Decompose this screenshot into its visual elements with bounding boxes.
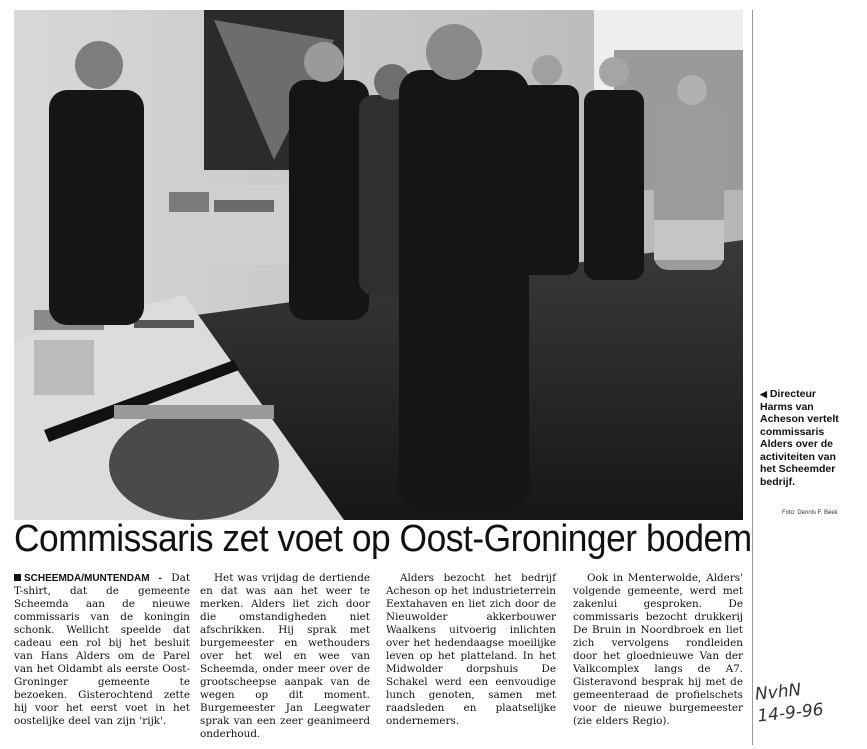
photo-caption: [760, 388, 840, 488]
photo-illustration: [14, 10, 743, 520]
article-column-1: [14, 572, 190, 728]
article-text-4: Ook in Menterwolde, Alders' volgende gemeente, werd met zakenlui gesproken. De commissaris bezocht drukkerij De Bruin in Noordbroek en liet zich vervolgens rondleiden door het gloednieuwe Van der Valkcomplex langs de A7. Gisteravond besprak hij met de gemeenteraad de profielschets voor de nieuwe burgemeester (zie elders Regio).: [573, 572, 743, 727]
handwritten-note: [754, 672, 867, 727]
handwritten-date: 14-9-96: [756, 699, 825, 727]
article-column-4: [573, 572, 743, 728]
photo-credit: Foto: Dennis F. Beek: [782, 510, 838, 516]
caption-arrow-icon: ◀: [760, 389, 767, 399]
article-text-1: Dat T-shirt, dat de gemeente Scheemda aan de nieuwe commissaris van de koningin schonk. Wellicht speelde dat cadeau een rol bij het besluit van Hans Alders om de Parel van het Oldambt als eerste Oost-Groninger gemeente te bezoeken. Gisterochtend zette hij voor het eerst voet in het oostelijke deel van zijn 'rijk'.: [14, 572, 190, 727]
article-text-3: Alders bezocht het bedrijf Acheson op het industrieterrein Eextahaven en liet zich door de Nieuwolder akkerbouwer Waalkens uitvoerig inlichten over het hedendaagse moeilijke leven op het platteland. In het Midwolder dorpshuis De Schakel werd een eenvoudige lunch genoten, samen met raadsleden en plaatselijke ondernemers.: [386, 572, 556, 727]
headline: Commissaris zet voet op Oost-Groninger bodem: [14, 518, 752, 560]
column-divider: [752, 10, 753, 745]
article-column-2: [200, 572, 370, 741]
news-photo: [14, 10, 743, 520]
dateline: SCHEEMDA/MUNTENDAM -: [24, 573, 162, 584]
article-text-2: Het was vrijdag de dertiende en dat was aan het weer te merken. Alders liet zich door die omstandigheden niet afschrikken. Hij sprak met burgemeester en wethouders over het wel en wee van Scheemda, onder meer over de grootscheepse aanpak van de wegen op dit moment. Burgemeester Jan Leegwater sprak van een zeer geanimeerd onderhoud.: [200, 572, 370, 740]
article-column-3: [386, 572, 556, 728]
bullet-square-icon: [14, 574, 21, 581]
caption-text: Directeur Harms van Acheson vertelt commissaris Alders over de activiteiten van het Scheemder bedrijf.: [760, 388, 839, 488]
handwritten-source: NvhN: [754, 680, 803, 705]
